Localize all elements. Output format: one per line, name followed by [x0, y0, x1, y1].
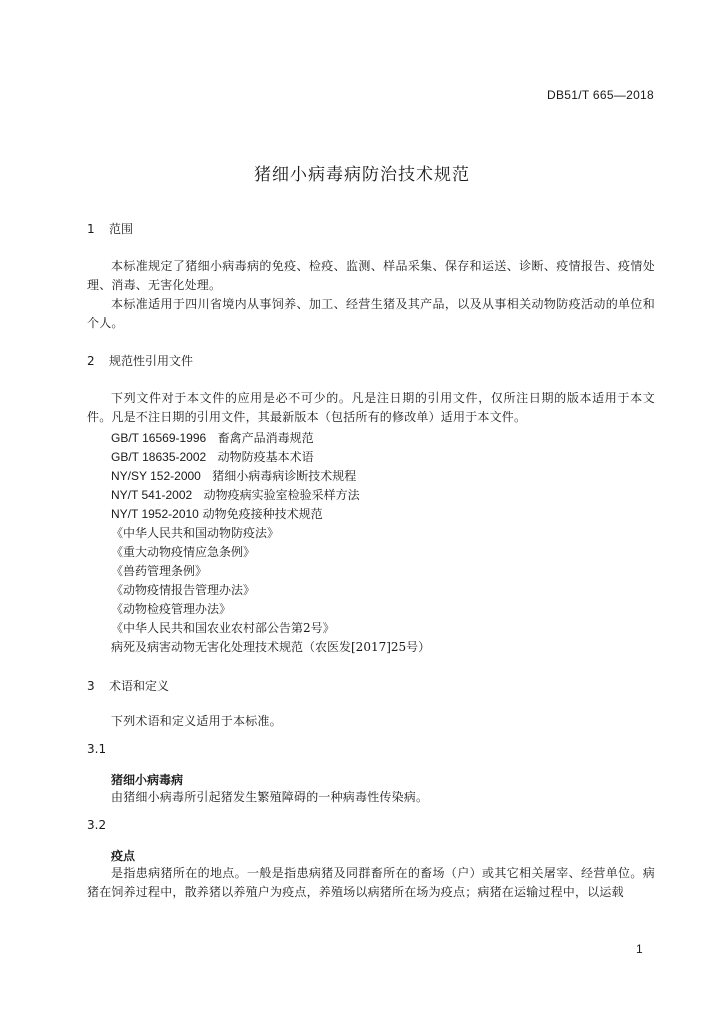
reference-code: NY/SY 152-2000 [111, 469, 201, 483]
page-number: 1 [636, 942, 643, 956]
section-3-intro: 下列术语和定义适用于本标准。 [111, 714, 282, 728]
reference-name: 畜禽产品消毒规范 [217, 431, 314, 445]
reference-code: GB/T 16569-1996 [111, 431, 207, 445]
term-number: 3.2 [87, 818, 107, 832]
section-3-heading [87, 677, 169, 694]
term-definition: 由猪细小病毒所引起猪发生繁殖障碍的一种病毒性传染病。 [111, 790, 429, 804]
reference-item [111, 486, 360, 503]
section-number: 1 [87, 222, 95, 236]
reference-item: 《动物检疫管理办法》 [111, 602, 232, 616]
reference-item: 病死及病害动物无害化处理技术规范（农医发[2017]25号） [111, 640, 431, 654]
section-title: 规范性引用文件 [109, 354, 194, 368]
reference-name: 动物免疫接种技术规范 [202, 507, 323, 521]
reference-item: 《重大动物疫情应急条例》 [111, 545, 256, 559]
reference-code: NY/T 541-2002 [111, 488, 193, 502]
reference-item [111, 448, 314, 465]
section-title: 术语和定义 [109, 679, 170, 693]
reference-item: 《动物疫情报告管理办法》 [111, 583, 256, 597]
section-number: 2 [87, 354, 95, 368]
term-number: 3.1 [87, 742, 107, 756]
section-1-paragraph-2: 本标准适用于四川省境内从事饲养、加工、经营生猪及其产品，以及从事相关动物防疫活动的单位和个人。 [87, 297, 655, 330]
reference-item [111, 467, 356, 484]
term-title: 疫点 [111, 849, 136, 863]
reference-item: 《中华人民共和国动物防疫法》 [111, 526, 280, 540]
reference-item [111, 505, 323, 522]
section-2-intro: 下列文件对于本文件的应用是必不可少的。凡是注日期的引用文件，仅所注日期的版本适用于本文件。凡是不注日期的引用文件，其最新版本（包括所有的修改单）适用于本文件。 [87, 391, 655, 424]
reference-item: 《兽药管理条例》 [111, 564, 208, 578]
term-title: 猪细小病毒病 [111, 773, 184, 787]
document-title: 猪细小病毒病防治技术规范 [254, 165, 470, 185]
reference-item [111, 429, 314, 446]
section-number: 3 [87, 679, 95, 693]
reference-code: GB/T 18635-2002 [111, 450, 207, 464]
reference-code: NY/T 1952-2010 [111, 507, 199, 521]
reference-item: 《中华人民共和国农业农村部公告第2号》 [111, 621, 335, 635]
standard-code: DB51/T 665—2018 [546, 88, 654, 102]
section-title: 范围 [109, 222, 134, 236]
section-2-heading [87, 352, 193, 369]
reference-name: 猪细小病毒病诊断技术规程 [212, 469, 357, 483]
reference-name: 动物防疫基本术语 [217, 450, 314, 464]
section-1-heading [87, 220, 133, 237]
reference-name: 动物疫病实验室检验采样方法 [203, 488, 360, 502]
term-definition: 是指患病猪所在的地点。一般是指患病猪及同群畜所在的畜场（户）或其它相关屠宰、经营单位。病猪在饲养过程中，散养猪以养殖户为疫点，养殖场以病猪所在场为疫点；病猪在运输过程中，以运载 [87, 866, 655, 899]
section-1-paragraph-1: 本标准规定了猪细小病毒病的免疫、检疫、监测、样品采集、保存和运送、诊断、疫情报告、疫情处理、消毒、无害化处理。 [87, 259, 655, 292]
